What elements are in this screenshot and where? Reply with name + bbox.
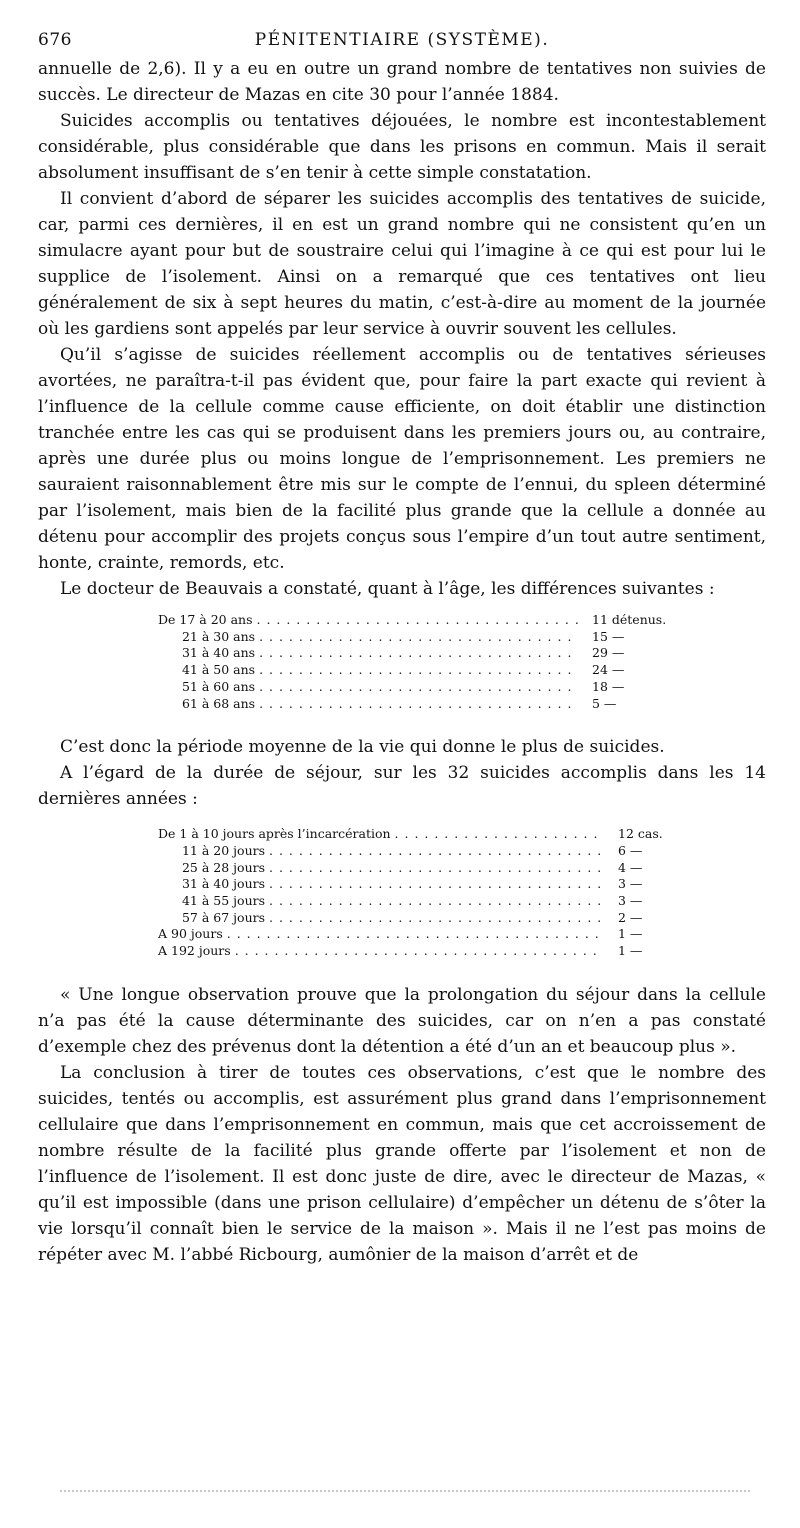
table-row: 11 à 20 jours . . . 6 — [158,843,678,860]
page [38,28,766,1268]
table-row: 25 à 28 jours . . . 4 — [158,860,678,877]
paragraph: annuelle de 2,6). Il y a eu en outre un grand nombre de tentatives non suivies de succès. Le directeur de Mazas en cite 30 pour l’année 1884. [38,59,766,105]
paragraph: A l’égard de la durée de séjour, sur les 32 suicides accomplis dans les 14 dernières années : [38,763,766,810]
table-row: A 192 jours . . . 1 — [158,943,678,960]
running-title: PÉNITENTIAIRE (SYSTÈME). [254,30,550,50]
table-row: 41 à 50 ans . . . 24 — [158,662,678,679]
table-row: 41 à 55 jours . . . 3 — [158,893,678,910]
table-row: 31 à 40 jours . . . 3 — [158,876,678,893]
table-row: 51 à 60 ans . . . 18 — [158,679,678,696]
table-row: 31 à 40 ans . . . 29 — [158,645,678,662]
table-row: A 90 jours . . . 1 — [158,926,678,943]
scan-noise-line [60,1490,750,1496]
paragraph: Qu’il s’agisse de suicides réellement accomplis ou de tentatives sérieuses avortées, ne paraîtra-t-il pas évident que, pour faire la part exacte qui revient à l’influence de la cellule comme cause efficiente, on doit établir une distinction tranchée entre les cas qui se produisent dans les premiers jours ou, au contraire, après une durée plus ou moins longue de l’emprisonnement. Les premiers ne sauraient raisonnablement être mis sur le compte de l’ennui, du spleen déterminé par l’isolement, mais bien de la facilité plus grande que la cellule a donnée au détenu pour accomplir des projets conçus sous l’empire d’un tout autre sentiment, honte, crainte, remords, etc. [38,345,766,573]
table-row: De 17 à 20 ans . . . 11 détenus. [158,612,678,629]
stay-duration-table [158,826,678,960]
page-header [38,28,766,56]
table-row: 21 à 30 ans . . . 15 — [158,629,678,646]
paragraph: Suicides accomplis ou tentatives déjouées, le nombre est incontestablement considérable, plus considérable que dans les prisons en commun. Mais il serait absolument insuffisant de s’en tenir à cette simple constatation. [38,111,766,183]
paragraph: C’est donc la période moyenne de la vie qui donne le plus de suicides. [60,737,665,758]
paragraph: Le docteur de Beauvais a constaté, quant à l’âge, les différences suivantes : [60,579,715,599]
age-table [158,612,678,712]
paragraph: La conclusion à tirer de toutes ces observations, c’est que le nombre des suicides, tentés ou accomplis, est assurément plus grand dans l’emprisonnement cellulaire que dans l’emprisonnement en commun, mais que cet accroissement de nombre résulte de la facilité plus grande offerte par l’isolement et non de l’influence de l’isolement. Il est donc juste de dire, avec le directeur de Mazas, « qu’il est impossible (dans une prison cellulaire) d’empêcher un détenu de s’ôter la vie lorsqu’il connaît bien le service de la maison ». Mais il ne l’est pas moins de répéter avec M. l’abbé Ricbourg, aumônier de la maison d’arrêt et de [38,1062,766,1265]
paragraph: Il convient d’abord de séparer les suicides accomplis des tentatives de suicide, car, parmi ces dernières, il en est un grand nombre qui ne consistent qu’en un simulacre ayant pour but de soustraire celui qui l’imagine à ce qui est pour lui le supplice de l’isolement. Ainsi on a remarqué que ces tentatives ont lieu généralement de six à sept heures du matin, c’est-à-dire au moment de la journée où les gardiens sont appelés par leur service à ouvrir souvent les cellules. [38,189,766,339]
table-row: De 1 à 10 jours après l’incarcération . . . 12 cas. [158,826,678,843]
table-row: 57 à 67 jours . . . 2 — [158,910,678,927]
table-row: 61 à 68 ans . . . 5 — [158,696,678,713]
page-number: 676 [38,30,72,50]
paragraph: « Une longue observation prouve que la prolongation du séjour dans la cellule n’a pas été la cause déterminante des suicides, car on n’en a pas constaté d’exemple chez des prévenus dont la détention a été d’un an et beaucoup plus ». [38,984,766,1057]
